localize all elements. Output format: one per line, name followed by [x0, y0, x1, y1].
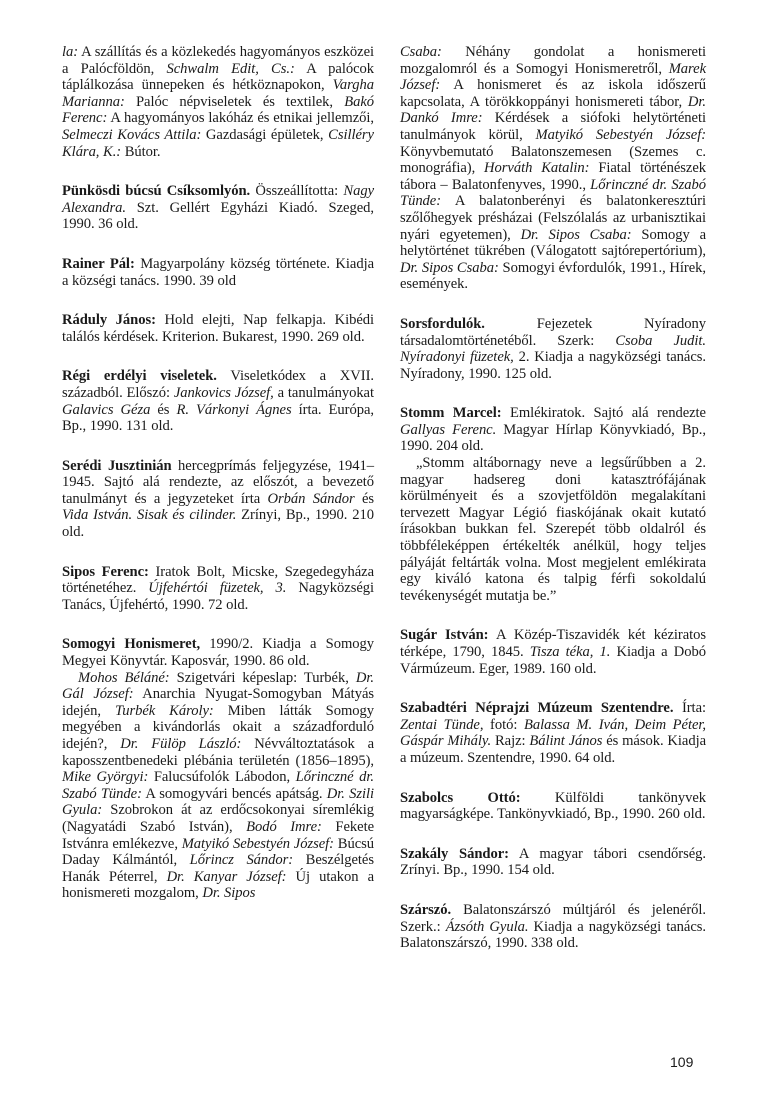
entry-text: Szigetvári képeslap: Turbék,: [169, 669, 356, 686]
entry-text: Beszélgetés Hanák Péterrel,: [62, 852, 374, 885]
entry-italic-text: Jankovics József,: [173, 384, 274, 401]
entry-text: Szobrokon át az erdőcsokonyai síremlékig (Nagyatádi Szabó István),: [62, 802, 374, 835]
entry-text: A hagyományos lakóház és etnikai jellemzői,: [107, 110, 374, 127]
entry-italic-text: Dr. Gál József:: [62, 669, 375, 703]
bibliography-entry: [62, 312, 374, 345]
entry-italic-text: R. Várkonyi Ágnes: [176, 401, 292, 418]
entry-italic-text: Vargha Marianna:: [62, 77, 374, 110]
bibliography-entry: [62, 368, 374, 434]
bibliography-entry: [400, 790, 706, 823]
entry-italic-text: Bodó Imre:: [246, 818, 322, 835]
entry-text: A balatonberényi és balatonkeresztúri szőlőhegyek présházai (Felszólalás az urbanisztikai nyári egyetemen),: [400, 193, 706, 243]
entry-text: Írta:: [673, 700, 706, 717]
entry-text: Rajz:: [491, 733, 530, 750]
entry-text: Szt. Gellért Egyházi Kiadó. Szeged, 1990. 36 old.: [62, 199, 374, 233]
entry-text: Iratok Bolt, Micske, Szegedegyháza történetéhez.: [62, 563, 374, 597]
bibliography-entry: [400, 902, 706, 952]
entry-heading: Szárszó.: [400, 901, 452, 918]
entry-italic-text: Újfehértói füzetek, 3.: [148, 580, 287, 597]
entry-text: A Közép-Tiszavidék két kéziratos térképe, 1790, 1845.: [400, 627, 706, 660]
entry-italic-text: Mike Györgyi:: [62, 769, 149, 786]
entry-text: és: [150, 401, 177, 418]
entry-text: Könyvbemutató Balatonszemesen (Szemes c. monográfia),: [400, 143, 706, 177]
entry-text: Viseletkódex a XVII. századból. Előszó:: [62, 368, 374, 401]
entry-text: Fejezetek Nyíradony társadalomtörténetéből. Szerk:: [400, 315, 706, 349]
entry-text: fotó:: [483, 716, 524, 733]
entry-italic-text: Dr. Sipos Csaba:: [400, 259, 499, 276]
entry-text: Kiadja a nagyközségi tanács. Balatonszárszó, 1990. 338 old.: [400, 918, 706, 952]
entry-heading: Sugár István:: [400, 627, 489, 644]
entry-italic-text: Turbék Károly:: [114, 702, 214, 719]
entry-text: Anarchia Nyugat-Somogyban Mátyás idején,: [62, 686, 374, 719]
entry-italic-text: Dr. Dankó Imre:: [400, 93, 706, 127]
entry-italic-text: Bakó Ferenc:: [62, 93, 374, 127]
entry-italic-text: Mohos Béláné:: [78, 669, 170, 686]
entry-text: Miben látták Somogy megyében a kivándorlás okait a századforduló idején?,: [62, 702, 374, 752]
entry-text: a tanulmányokat: [273, 384, 374, 401]
entry-text: Névváltoztatások a kaposszentbenedeki plébánia területén (1856–1895),: [62, 736, 374, 769]
entry-italic-text: Dr. Kanyar József:: [166, 868, 287, 885]
entry-text: Nagyközségi Tanács, Újfehértó, 1990. 72 old.: [62, 580, 374, 613]
entry-heading: Serédi Jusztinián: [62, 457, 172, 474]
entry-italic-text: Nagy Alexandra.: [62, 183, 374, 216]
entry-italic-text: Tisza téka, 1.: [529, 644, 611, 660]
entry-italic-text: Dr. Sipos: [202, 885, 256, 902]
entry-italic-text: Csilléry Klára, K.:: [62, 126, 374, 160]
bibliography-entry: [62, 44, 374, 160]
entry-text: A magyar tábori csendőrség. Zrínyi. Bp., 1990. 154 old.: [400, 845, 706, 879]
entry-heading: Rainer Pál:: [62, 255, 135, 272]
entry-text: A palócok táplálkozása ünnepeken és hétköznapokon,: [62, 60, 374, 94]
entry-italic-text: Ázsóth Gyula.: [445, 918, 529, 935]
entry-text: Kérdések a siófoki helytörténeti tanulmányok körül,: [400, 110, 706, 143]
entry-text: Bútor.: [121, 143, 161, 160]
left-column: [62, 44, 374, 925]
entry-italic-text: Marek József:: [400, 60, 706, 94]
bibliography-entry: [62, 564, 374, 614]
bibliography-entry: [400, 44, 706, 293]
entry-text: hercegprímás feljegyzése, 1941–1945. Sajtó alá rendezte, az előszót, a bevezető tanulmányt és a jegyzeteket írta: [62, 457, 374, 507]
entry-italic-text: la:: [62, 44, 79, 60]
entry-text: A szállítás és a közlekedés hagyományos eszközei a Palócföldön,: [62, 44, 374, 77]
entry-italic-text: Nyíradonyi füzetek,: [400, 349, 514, 366]
entry-text: Somogy a helytörténet tükrében (Válogatott sajtórepertórium),: [400, 226, 706, 260]
entry-text: Balatonszárszó múltjáról és jelenéről. Szerk.:: [400, 901, 706, 935]
entry-text: Magyarpolány község története. Kiadja a községi tanács. 1990. 39 old: [62, 255, 374, 289]
entry-text: Kiadja a Dobó Vármúzeum. Eger, 1989. 160 old.: [400, 644, 706, 677]
entry-paragraph: [400, 455, 706, 604]
entry-paragraph: [62, 670, 374, 902]
entry-text: írta. Európa, Bp., 1990. 131 old.: [62, 401, 374, 435]
bibliography-entry: [62, 183, 374, 233]
bibliography-entry: [400, 316, 706, 382]
entry-text: Emlékiratok. Sajtó alá rendezte: [501, 405, 706, 422]
entry-text: Gazdasági épületek,: [201, 126, 329, 143]
entry-italic-text: Schwalm Edit, Cs.:: [166, 60, 295, 77]
bibliography-entry: [62, 636, 374, 902]
entry-text: és: [354, 490, 374, 507]
right-column: [400, 44, 706, 975]
bibliography-entry: [400, 700, 706, 766]
entry-italic-text: Lőrincz Sándor:: [189, 852, 294, 869]
entry-italic-text: Matyikó Sebestyén József:: [535, 126, 707, 143]
entry-text: Búcsú Daday Kálmántól,: [62, 835, 374, 869]
entry-text: Falucsúfolók Lábodon,: [148, 769, 296, 786]
page-number: 109: [670, 1054, 694, 1070]
entry-italic-text: Galavics Géza: [62, 401, 151, 418]
entry-heading: Sorsfordulók.: [400, 315, 485, 332]
entry-heading: Stomm Marcel:: [400, 405, 502, 422]
entry-text: Magyar Hírlap Könyvkiadó, Bp., 1990. 204 old.: [400, 421, 706, 455]
entry-italic-text: Csoba Judit.: [615, 332, 706, 349]
bibliography-entry: [400, 627, 706, 677]
bibliography-entry: [62, 458, 374, 541]
entry-text: Fiatal történészek tábora – Balatonfenyves, 1990.,: [400, 160, 707, 193]
entry-italic-text: Balassa M. Iván, Deim Péter, Gáspár Mihály.: [400, 716, 706, 750]
entry-text: 2. Kiadja a nagyközségi tanács. Nyíradony, 1990. 125 old.: [400, 349, 707, 382]
bibliography-entry: [400, 846, 706, 879]
entry-text: A honismeret és az iskola időszerű kapcsolata, A törökkoppányi honismereti tábor,: [400, 77, 706, 110]
entry-italic-text: Csaba:: [400, 44, 442, 60]
entry-italic-text: Gallyas Ferenc.: [400, 421, 497, 438]
entry-heading: Régi erdélyi viseletek.: [62, 368, 217, 385]
entry-italic-text: Zentai Tünde,: [400, 716, 484, 733]
entry-heading: Szabolcs Ottó:: [400, 789, 521, 806]
entry-text: Somogyi évfordulók, 1991., Hírek, események.: [400, 259, 706, 293]
entry-italic-text: Lőrinczné dr. Szabó Tünde:: [400, 176, 706, 210]
entry-italic-text: Orbán Sándor: [267, 490, 355, 507]
entry-heading: Pünkösdi búcsú Csíksomlyón.: [62, 183, 251, 200]
entry-text: Palóc népviseletek és textilek,: [124, 93, 345, 110]
entry-heading: Somogyi Honismeret,: [62, 636, 201, 653]
entry-text: A somogyvári bencés apátság.: [141, 785, 327, 802]
entry-italic-text: Vida István.: [62, 507, 133, 524]
entry-italic-text: Dr. Fülöp László:: [120, 736, 242, 752]
entry-text: Külföldi tankönyvek magyarságképe. Tankönyvkiadó, Bp., 1990. 260 old.: [400, 789, 706, 823]
entry-heading: Sipos Ferenc:: [62, 563, 149, 580]
entry-italic-text: Dr. Sipos Csaba:: [520, 226, 632, 243]
entry-text: és mások. Kiadja a múzeum. Szentendre, 1990. 64 old.: [400, 733, 706, 766]
entry-italic-text: Sisak és cilinder.: [136, 507, 237, 524]
entry-heading: Szakály Sándor:: [400, 845, 509, 862]
entry-italic-text: Lőrinczné dr. Szabó Tünde:: [62, 769, 374, 802]
entry-text: Zrínyi, Bp., 1990. 210 old.: [62, 507, 375, 541]
entry-text: Fekete Istvánra emlékezve,: [62, 818, 375, 852]
entry-italic-text: Bálint János: [529, 733, 603, 750]
entry-text: Néhány gondolat a honismereti mozgalomról és a Somogyi Honismeretről,: [400, 44, 706, 77]
entry-heading: Szabadtéri Néprajzi Múzeum Szentendre.: [400, 700, 674, 717]
entry-italic-text: Horváth Katalin:: [484, 160, 590, 177]
entry-italic-text: Matyikó Sebestyén József:: [181, 835, 334, 852]
entry-text: Új utakon a honismereti mozgalom,: [62, 868, 374, 902]
bibliography-entry: [62, 256, 374, 289]
bibliography-entry: [400, 405, 706, 604]
entry-heading: Ráduly János:: [62, 312, 156, 329]
entry-text: Összeállította:: [250, 183, 344, 200]
entry-italic-text: Selmeczi Kovács Attila:: [62, 126, 202, 143]
entry-text: „Stomm altábornagy neve a legsűrűbben a 2. magyar hadsereg doni katasztrófájának körülményeit és a szovjetföldön megalakítani tervezett Magyar Légió fiaskójának okait kutató írásokban bukkan fel. Szerepét több oldalról és többféleképpen értékelték anélkül, hogy teljes pályáját feltárták volna. Most megjelent emlékirata egy kiváló katona és talpig férfi sokoldalú tevékenységét mutatja be.”: [400, 455, 706, 604]
entry-text: 1990/2. Kiadja a Somogy Megyei Könyvtár. Kaposvár, 1990. 86 old.: [62, 636, 375, 670]
entry-italic-text: Dr. Szili Gyula:: [62, 785, 375, 819]
entry-text: Hold elejti, Nap felkapja. Kibédi találós kérdések. Kriterion. Bukarest, 1990. 269 old.: [62, 312, 374, 345]
